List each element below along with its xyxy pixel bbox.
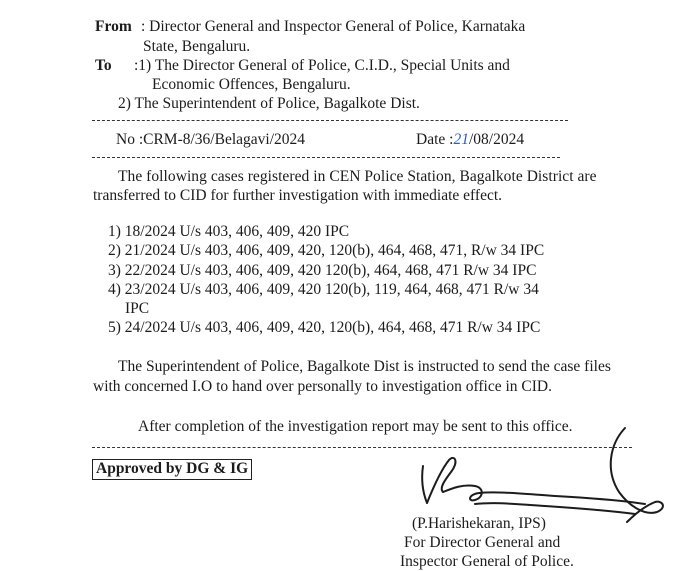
signatory-line-2: For Director General and (404, 534, 561, 551)
closing-line: After completion of the investigation report may be sent to this office. (138, 418, 573, 435)
handwritten-signature (405, 418, 670, 528)
signatory-line-3: Inspector General of Police. (400, 553, 574, 570)
from-line-1: : Director General and Inspector General of Police, Karnataka (141, 18, 526, 35)
date-rest: /08/2024 (468, 131, 525, 148)
instruction-line-1: The Superintendent of Police, Bagalkote Dist is instructed to send the case files (118, 358, 611, 375)
from-label: From (95, 18, 132, 35)
case-item-5: 5) 24/2024 U/s 403, 406, 409, 420, 120(b), 464, 468, 471 R/w 34 IPC (108, 319, 541, 336)
date-day: 21 (453, 131, 469, 148)
signatory-name: (P.Harishekaran, IPS) (412, 515, 546, 532)
to-label: To (95, 57, 112, 74)
intro-line-1: The following cases registered in CEN Police Station, Bagalkote District are (118, 168, 597, 185)
to-item-1-line-2: Economic Offences, Bengaluru. (152, 76, 351, 93)
case-item-2: 2) 21/2024 U/s 403, 406, 409, 420, 120(b), 464, 468, 471, R/w 34 IPC (108, 242, 545, 259)
date-label: Date : (416, 131, 454, 148)
instruction-line-2: with concerned I.O to hand over personally to investigation office in CID. (93, 378, 552, 395)
reference-number: No :CRM-8/36/Belagavi/2024 (116, 131, 306, 148)
divider-under-reference (92, 157, 560, 158)
to-item-2: 2) The Superintendent of Police, Bagalkote Dist. (118, 95, 420, 112)
approved-stamp: Approved by DG & IG (92, 459, 252, 480)
case-item-1: 1) 18/2024 U/s 403, 406, 409, 420 IPC (108, 223, 350, 240)
intro-line-2: transferred to CID for further investigation with immediate effect. (93, 187, 503, 204)
case-item-4: 4) 23/2024 U/s 403, 406, 409, 420 120(b), 119, 464, 468, 471 R/w 34 (108, 281, 539, 298)
case-item-3: 3) 22/2024 U/s 403, 406, 409, 420 120(b), 464, 468, 471 R/w 34 IPC (108, 262, 537, 279)
divider-top (92, 120, 568, 121)
reference-date (416, 132, 524, 148)
case-item-4-continued: IPC (125, 300, 150, 317)
to-item-1-line-1: :1) The Director General of Police, C.I.D., Special Units and (134, 57, 510, 74)
from-line-2: State, Bengaluru. (143, 38, 251, 55)
